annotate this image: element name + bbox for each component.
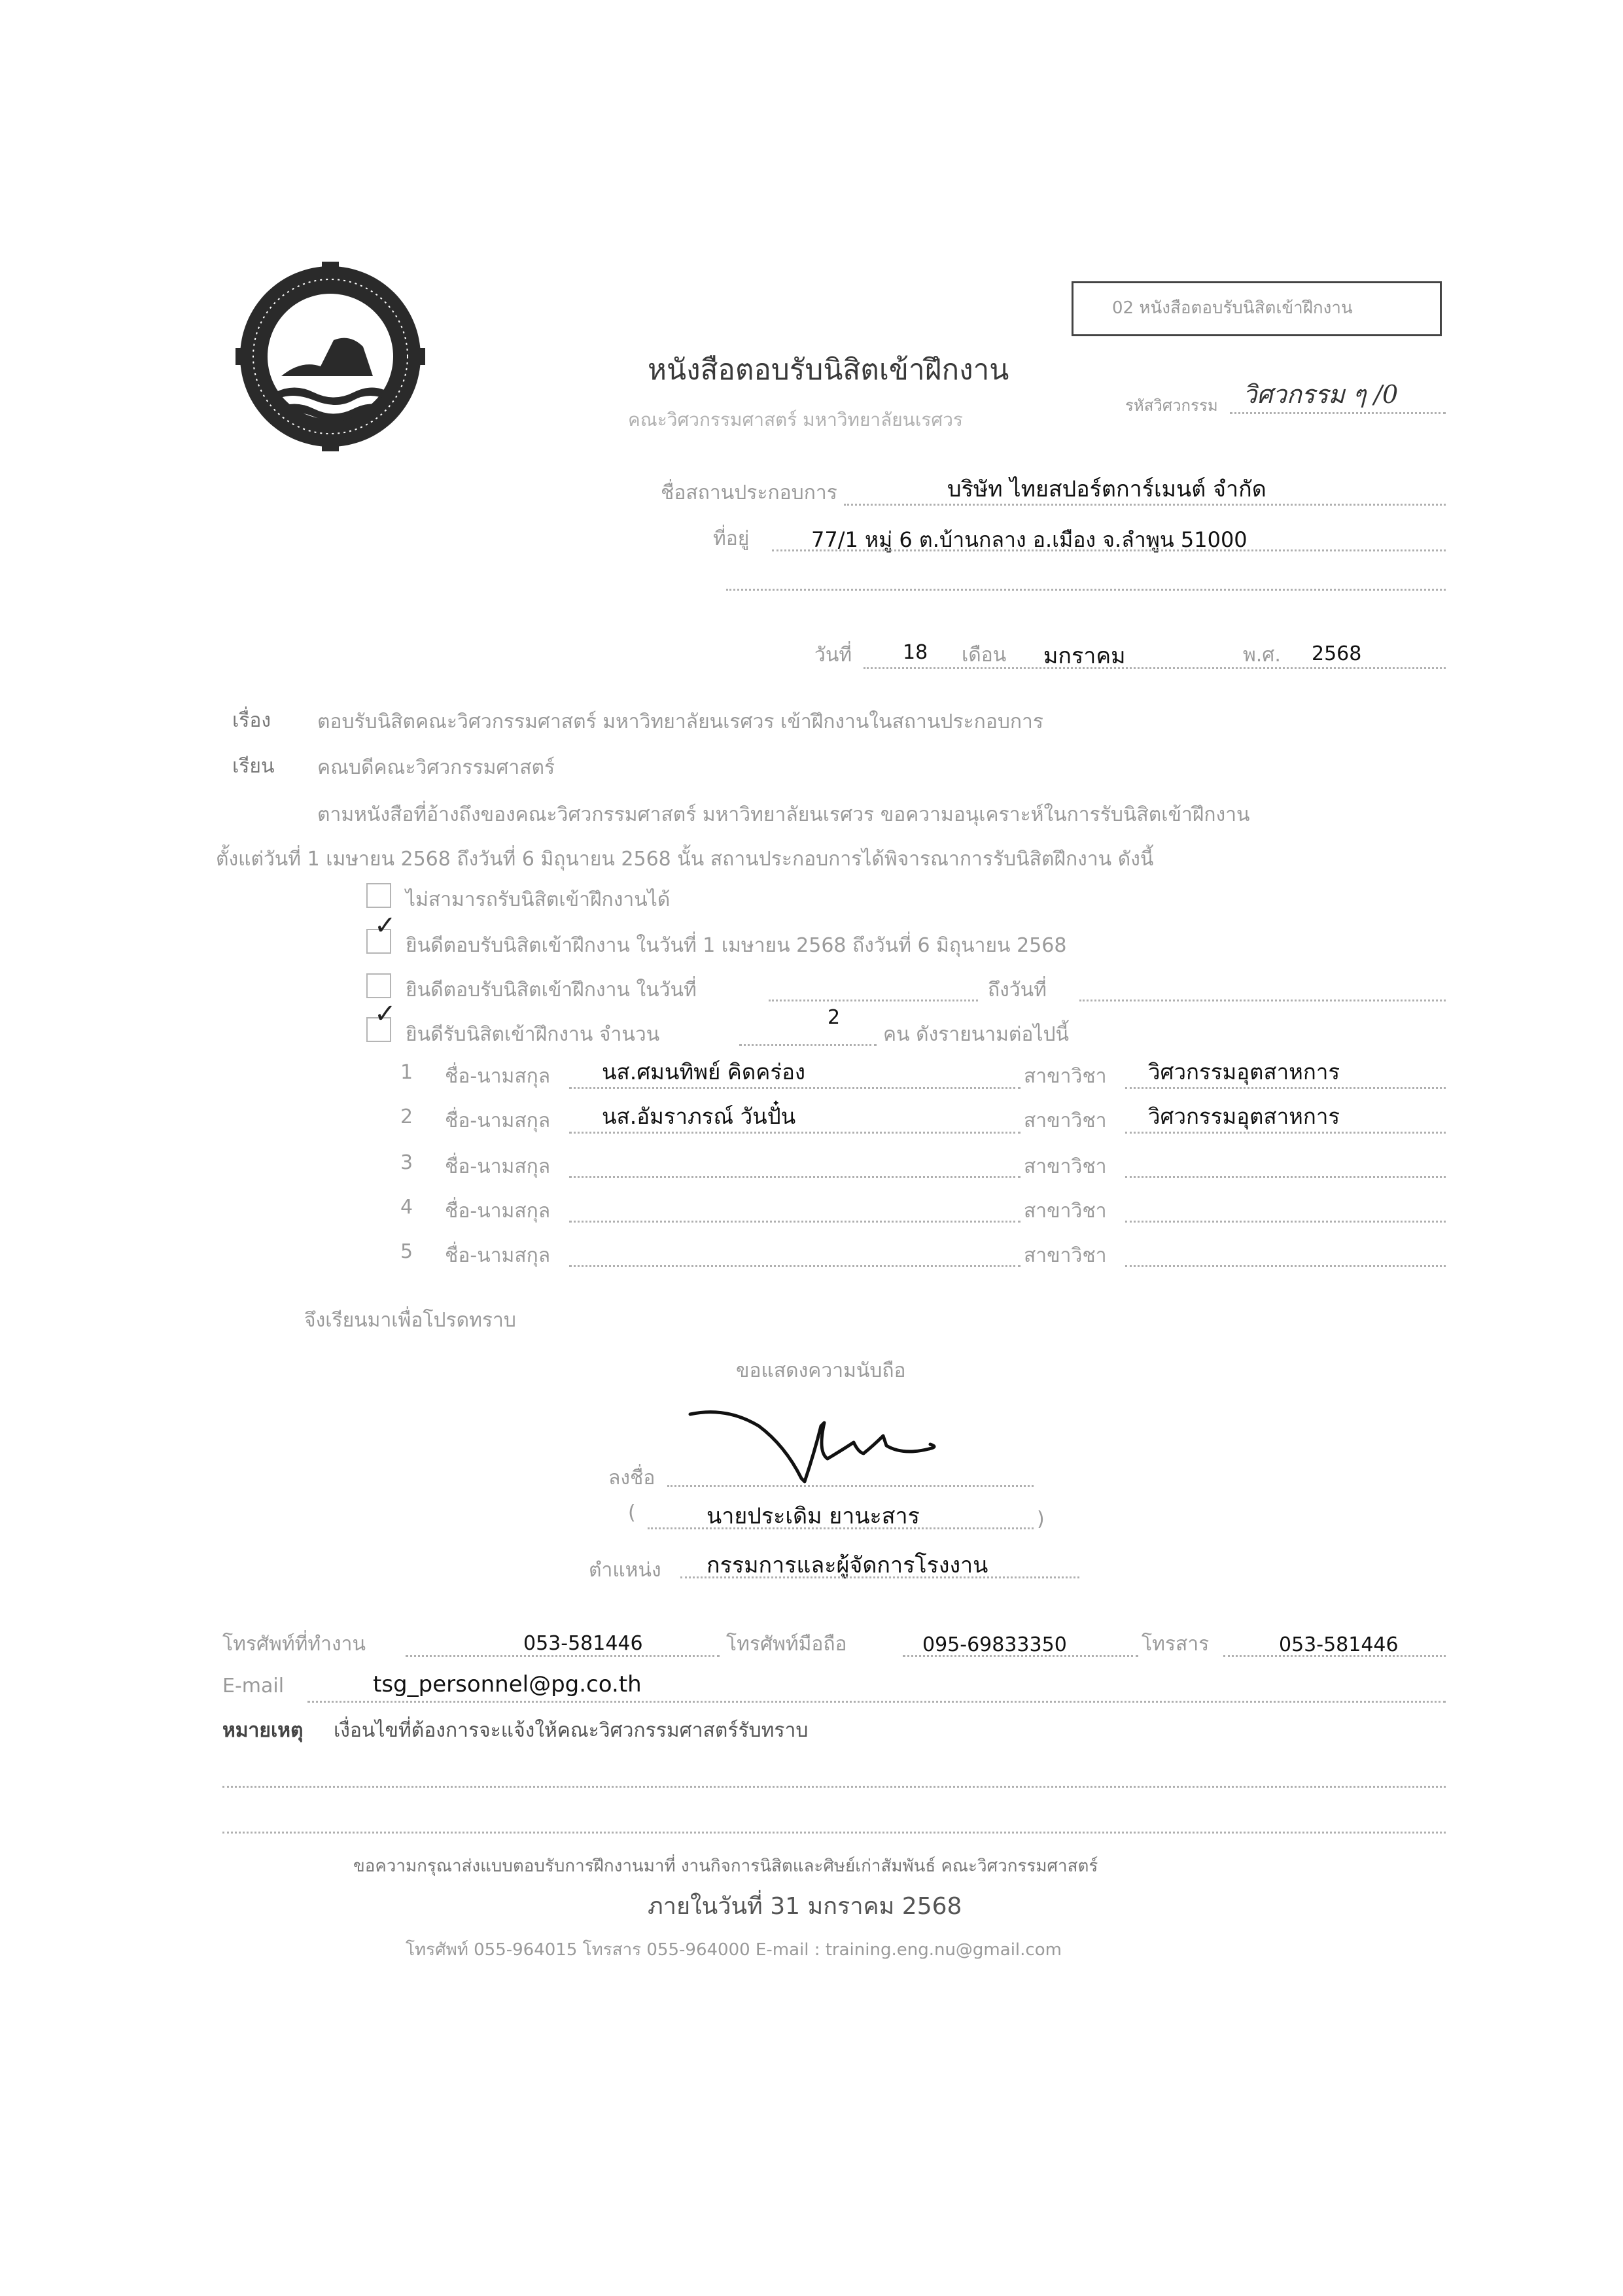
student-name-label: ชื่อ-นามสกุล <box>445 1065 551 1088</box>
sign-open-paren: ( <box>628 1501 636 1524</box>
email-label: E-mail <box>222 1675 285 1697</box>
signer-name: นายประเดิม ยานะสาร <box>707 1503 920 1529</box>
mobile-label: โทรศัพท์มือถือ <box>726 1633 847 1656</box>
student-name-label: ชื่อ-นามสกุล <box>445 1200 551 1223</box>
handwritten-code: วิศวกรรม ๆ /0 <box>1243 380 1399 409</box>
fax-value: 053-581446 <box>1279 1633 1399 1656</box>
student-num: 4 <box>400 1196 413 1219</box>
student-name-label: ชื่อ-นามสกุล <box>445 1244 551 1267</box>
subject-label: เรื่อง <box>232 709 271 732</box>
student-num: 5 <box>400 1240 413 1263</box>
option-2-checkmark: ✓ <box>374 911 396 941</box>
sign-label: ลงชื่อ <box>608 1467 655 1489</box>
option-4-label-a: ยินดีรับนิสิตเข้าฝึกงาน จำนวน <box>406 1023 660 1046</box>
subject-text: ตอบรับนิสิตคณะวิศวกรรมศาสตร์ มหาวิทยาลัยนเรศวร เข้าฝึกงานในสถานประกอบการ <box>317 710 1044 733</box>
remark-text: เงื่อนไขที่ต้องการจะแจ้งให้คณะวิศวกรรมศาสตร์รับทราบ <box>334 1719 809 1742</box>
student-name-label: ชื่อ-นามสกุล <box>445 1109 551 1132</box>
student-major-label: สาขาวิชา <box>1024 1200 1107 1223</box>
regards-text: ขอแสดงความนับถือ <box>736 1359 906 1382</box>
faculty-logo <box>236 262 425 451</box>
body-line-2: ตั้งแต่วันที่ 1 เมษายน 2568 ถึงวันที่ 6 มิถุนายน 2568 นั้น สถานประกอบการได้พิจารณาการรับนิสิตฝึกงาน ดังนี้ <box>216 848 1154 871</box>
date-year-value: 2568 <box>1312 642 1362 665</box>
form-code-text: 02 หนังสือตอบรับนิสิตเข้าฝึกงาน <box>1112 298 1353 318</box>
footer-line-1: ขอความกรุณาส่งแบบตอบรับการฝึกงานมาที่ งานกิจการนิสิตและศิษย์เก่าสัมพันธ์ คณะวิศวกรรมศาสตร์ <box>353 1856 1098 1876</box>
option-4-count: 2 <box>828 1006 841 1029</box>
footer-contact: โทรศัพท์ 055-964015 โทรสาร 055-964000 E-mail : training.eng.nu@gmail.com <box>406 1940 1062 1960</box>
option-3-label-a: ยินดีตอบรับนิสิตเข้าฝึกงาน ในวันที่ <box>406 979 697 1001</box>
establishment-name-label: ชื่อสถานประกอบการ <box>661 481 837 504</box>
student-major-label: สาขาวิชา <box>1024 1065 1107 1088</box>
student-major-label: สาขาวิชา <box>1024 1109 1107 1132</box>
establishment-name-value: บริษัท ไทยสปอร์ตการ์เมนต์ จำกัด <box>947 476 1266 502</box>
student-name: นส.อัมราภรณ์ วันปั๋น <box>602 1104 796 1129</box>
student-num: 3 <box>400 1151 413 1174</box>
student-num: 1 <box>400 1061 413 1084</box>
faculty-code-label: รหัสวิศวกรรม <box>1125 396 1218 415</box>
address-label: ที่อยู่ <box>713 527 750 550</box>
page-subtitle: คณะวิศวกรรมศาสตร์ มหาวิทยาลัยนเรศวร <box>628 409 963 430</box>
option-2-label: ยินดีตอบรับนิสิตเข้าฝึกงาน ในวันที่ 1 เมษายน 2568 ถึงวันที่ 6 มิถุนายน 2568 <box>406 934 1067 957</box>
option-3-label-b: ถึงวันที่ <box>988 979 1047 1001</box>
student-name: นส.ศมนทิพย์ คิดคร่อง <box>602 1059 806 1085</box>
closing-text: จึงเรียนมาเพื่อโปรดทราบ <box>304 1309 516 1332</box>
body-line-1: ตามหนังสือที่อ้างถึงของคณะวิศวกรรมศาสตร์ มหาวิทยาลัยนเรศวร ขอความอนุเคราะห์ในการรับนิสิตเข้าฝึกงาน <box>317 803 1250 826</box>
student-major-label: สาขาวิชา <box>1024 1155 1107 1178</box>
date-year-label: พ.ศ. <box>1243 644 1281 667</box>
to-text: คณบดีคณะวิศวกรรมศาสตร์ <box>317 756 555 779</box>
signer-position: กรรมการและผู้จัดการโรงงาน <box>707 1552 988 1578</box>
student-num: 2 <box>400 1105 413 1128</box>
student-major-label: สาขาวิชา <box>1024 1244 1107 1267</box>
option-4-label-b: คน ดังรายนามต่อไปนี้ <box>883 1023 1070 1046</box>
mobile-value: 095-69833350 <box>922 1633 1067 1656</box>
student-major: วิศวกรรมอุตสาหการ <box>1148 1059 1340 1085</box>
student-name-label: ชื่อ-นามสกุล <box>445 1155 551 1178</box>
date-month-label: เดือน <box>962 644 1007 667</box>
option-1-label: ไม่สามารถรับนิสิตเข้าฝึกงานได้ <box>406 888 671 911</box>
page-title: หนังสือตอบรับนิสิตเข้าฝึกงาน <box>648 353 1009 387</box>
option-1-checkbox[interactable] <box>366 883 391 908</box>
position-label: ตำแหน่ง <box>589 1559 661 1582</box>
date-day-label: วันที่ <box>814 644 852 667</box>
student-major: วิศวกรรมอุตสาหการ <box>1148 1104 1340 1129</box>
email-value: tsg_personnel@pg.co.th <box>373 1671 642 1697</box>
remark-label: หมายเหตุ <box>222 1719 304 1742</box>
option-3-checkbox[interactable] <box>366 973 391 998</box>
to-label: เรียน <box>232 755 275 778</box>
address-value: 77/1 หมู่ 6 ต.บ้านกลาง อ.เมือง จ.ลำพูน 51000 <box>811 527 1248 552</box>
fax-label: โทรสาร <box>1142 1633 1210 1656</box>
signature-image <box>687 1406 949 1485</box>
date-month-value: มกราคม <box>1043 643 1126 669</box>
option-4-checkmark: ✓ <box>374 999 396 1029</box>
sign-close-paren: ) <box>1037 1508 1045 1531</box>
date-day-value: 18 <box>903 641 928 664</box>
work-phone-value: 053-581446 <box>523 1632 643 1655</box>
work-phone-label: โทรศัพท์ที่ทำงาน <box>222 1633 366 1656</box>
footer-deadline: ภายในวันที่ 31 มกราคม 2568 <box>648 1893 962 1920</box>
